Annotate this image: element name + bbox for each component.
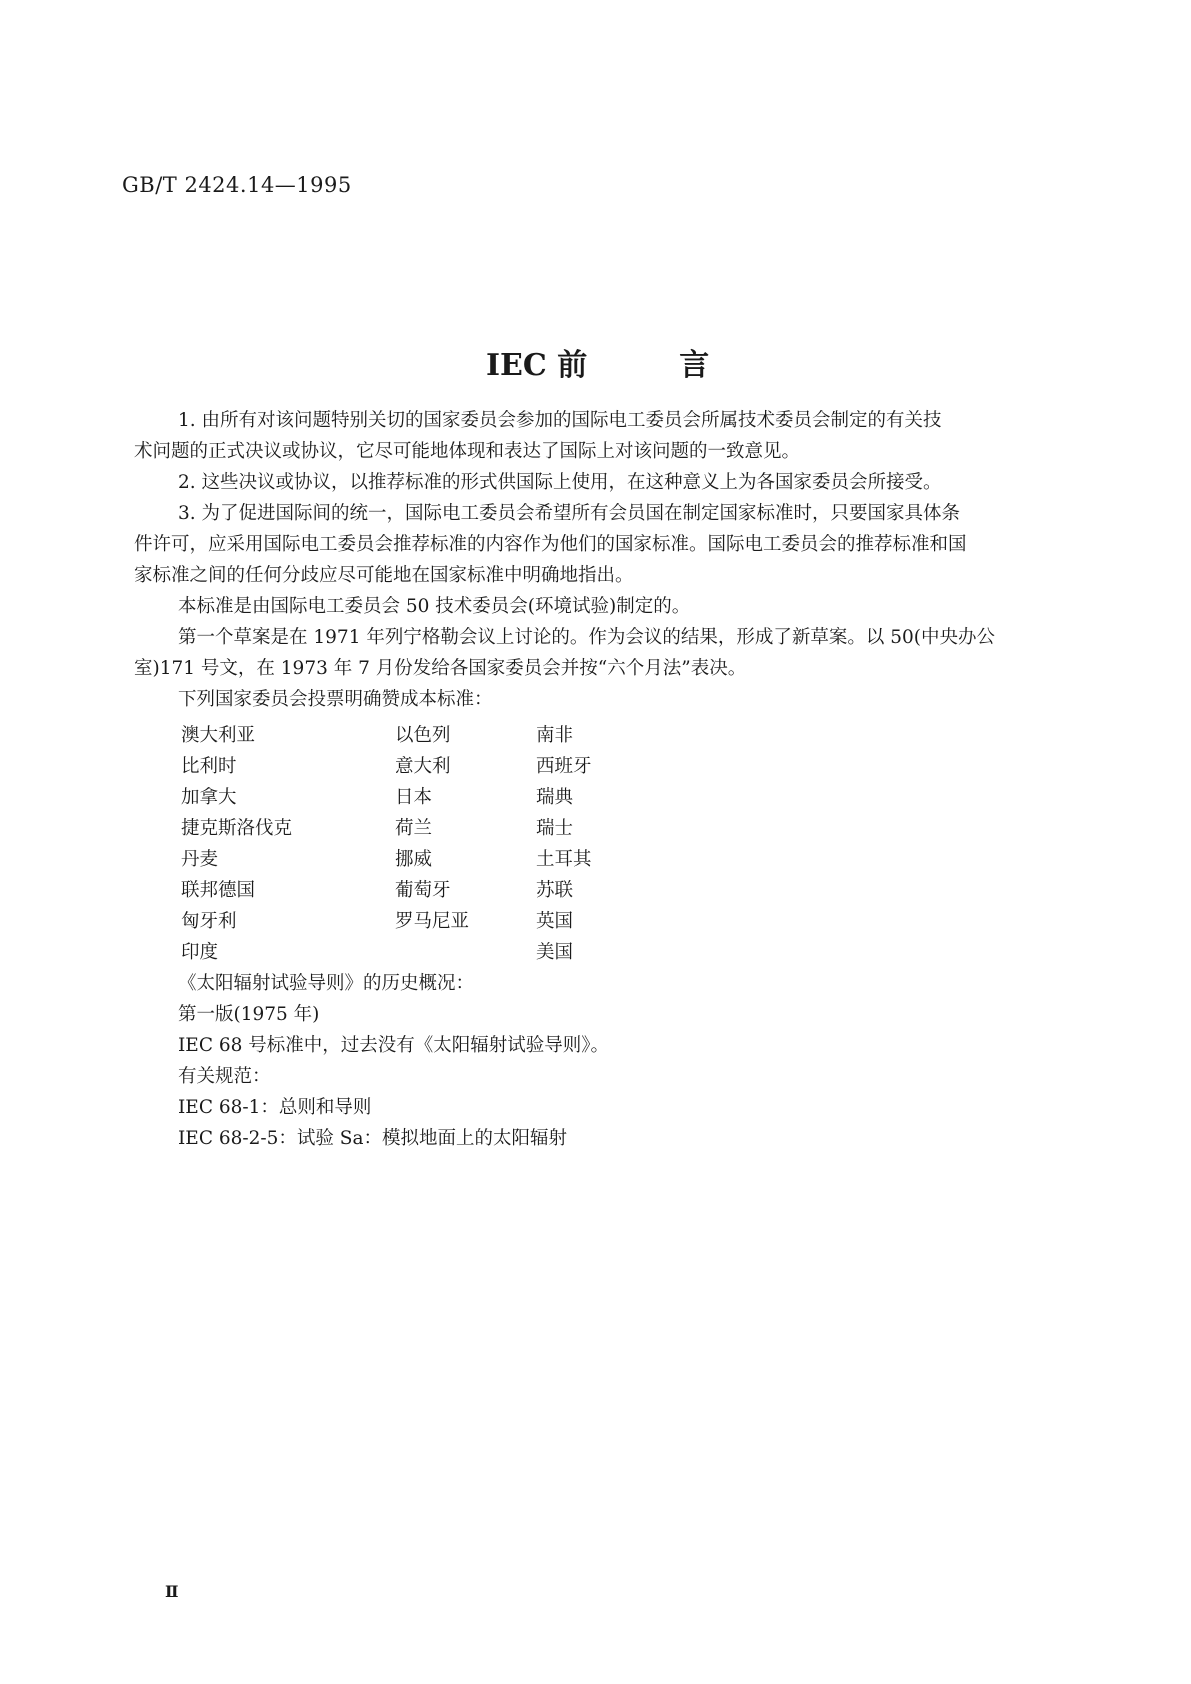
- preface-body: [134, 405, 1058, 715]
- country-cell: 比利时: [181, 756, 237, 777]
- country-cell: 罗马尼亚: [395, 911, 470, 932]
- paragraph-4-line-1: 本标准是由国际电工委员会 50 技术委员会(环境试验)制定的。: [178, 596, 691, 617]
- history-edition: 第一版(1975 年): [178, 1004, 320, 1025]
- history-heading: 《太阳辐射试验导则》的历史概况：: [178, 973, 475, 994]
- related-spec-1: IEC 68-1：总则和导则: [178, 1097, 372, 1118]
- country-cell: 瑞典: [536, 787, 574, 808]
- history-note: IEC 68 号标准中，过去没有《太阳辐射试验导则》。: [178, 1035, 610, 1056]
- country-cell: 联邦德国: [181, 880, 256, 901]
- paragraph-3-line-2: 件许可，应采用国际电工委员会推荐标准的内容作为他们的国家标准。国际电工委员会的推荐标准和国: [134, 534, 967, 555]
- country-cell: 英国: [536, 911, 574, 932]
- country-cell: 加拿大: [181, 787, 237, 808]
- page-number: Ⅱ: [165, 1582, 179, 1601]
- title-part-1: IEC 前: [486, 348, 588, 383]
- country-cell: 苏联: [536, 880, 574, 901]
- related-heading: 有关规范：: [178, 1066, 271, 1087]
- country-cell: 美国: [536, 942, 574, 963]
- paragraph-3-line-1: 3. 为了促进国际间的统一，国际电工委员会希望所有会员国在制定国家标准时，只要国家具体条: [178, 503, 961, 524]
- paragraph-1-line-1: 1. 由所有对该问题特别关切的国家委员会参加的国际电工委员会所属技术委员会制定的有关技: [178, 410, 942, 431]
- history-section: [178, 968, 1058, 1154]
- country-cell: 意大利: [395, 756, 451, 777]
- country-cell: 西班牙: [536, 756, 592, 777]
- country-cell: 日本: [395, 787, 433, 808]
- title-part-2: 言: [679, 348, 710, 383]
- country-cell: 捷克斯洛伐克: [181, 818, 293, 839]
- paragraph-2-line-1: 2. 这些决议或协议，以推荐标准的形式供国际上使用，在这种意义上为各国家委员会所接受。: [178, 472, 942, 493]
- country-cell: 匈牙利: [181, 911, 237, 932]
- country-cell: 丹麦: [181, 849, 219, 870]
- country-cell: 土耳其: [536, 849, 592, 870]
- paragraph-5-line-2: 室)171 号文，在 1973 年 7 月份发给各国家委员会并按“六个月法”表决。: [134, 658, 747, 679]
- country-cell: 瑞士: [536, 818, 574, 839]
- country-cell: 以色列: [395, 725, 451, 746]
- country-cell: 南非: [536, 725, 574, 746]
- country-cell: 挪威: [395, 849, 433, 870]
- country-cell: 荷兰: [395, 818, 433, 839]
- paragraph-3-line-3: 家标准之间的任何分歧应尽可能地在国家标准中明确地指出。: [134, 565, 634, 586]
- paragraph-5-line-1: 第一个草案是在 1971 年列宁格勒会议上讨论的。作为会议的结果，形成了新草案。以 50(中央办公: [178, 627, 995, 648]
- country-cell: 澳大利亚: [181, 725, 256, 746]
- country-cell: 印度: [181, 942, 219, 963]
- paragraph-1-line-2: 术问题的正式决议或协议，它尽可能地体现和表达了国际上对该问题的一致意见。: [134, 441, 801, 462]
- country-cell: 葡萄牙: [395, 880, 451, 901]
- standard-code: GB/T 2424.14—1995: [122, 173, 352, 197]
- paragraph-6-line-1: 下列国家委员会投票明确赞成本标准：: [178, 689, 493, 710]
- related-spec-2: IEC 68-2-5：试验 Sa：模拟地面上的太阳辐射: [178, 1128, 568, 1149]
- page-title: [486, 340, 709, 384]
